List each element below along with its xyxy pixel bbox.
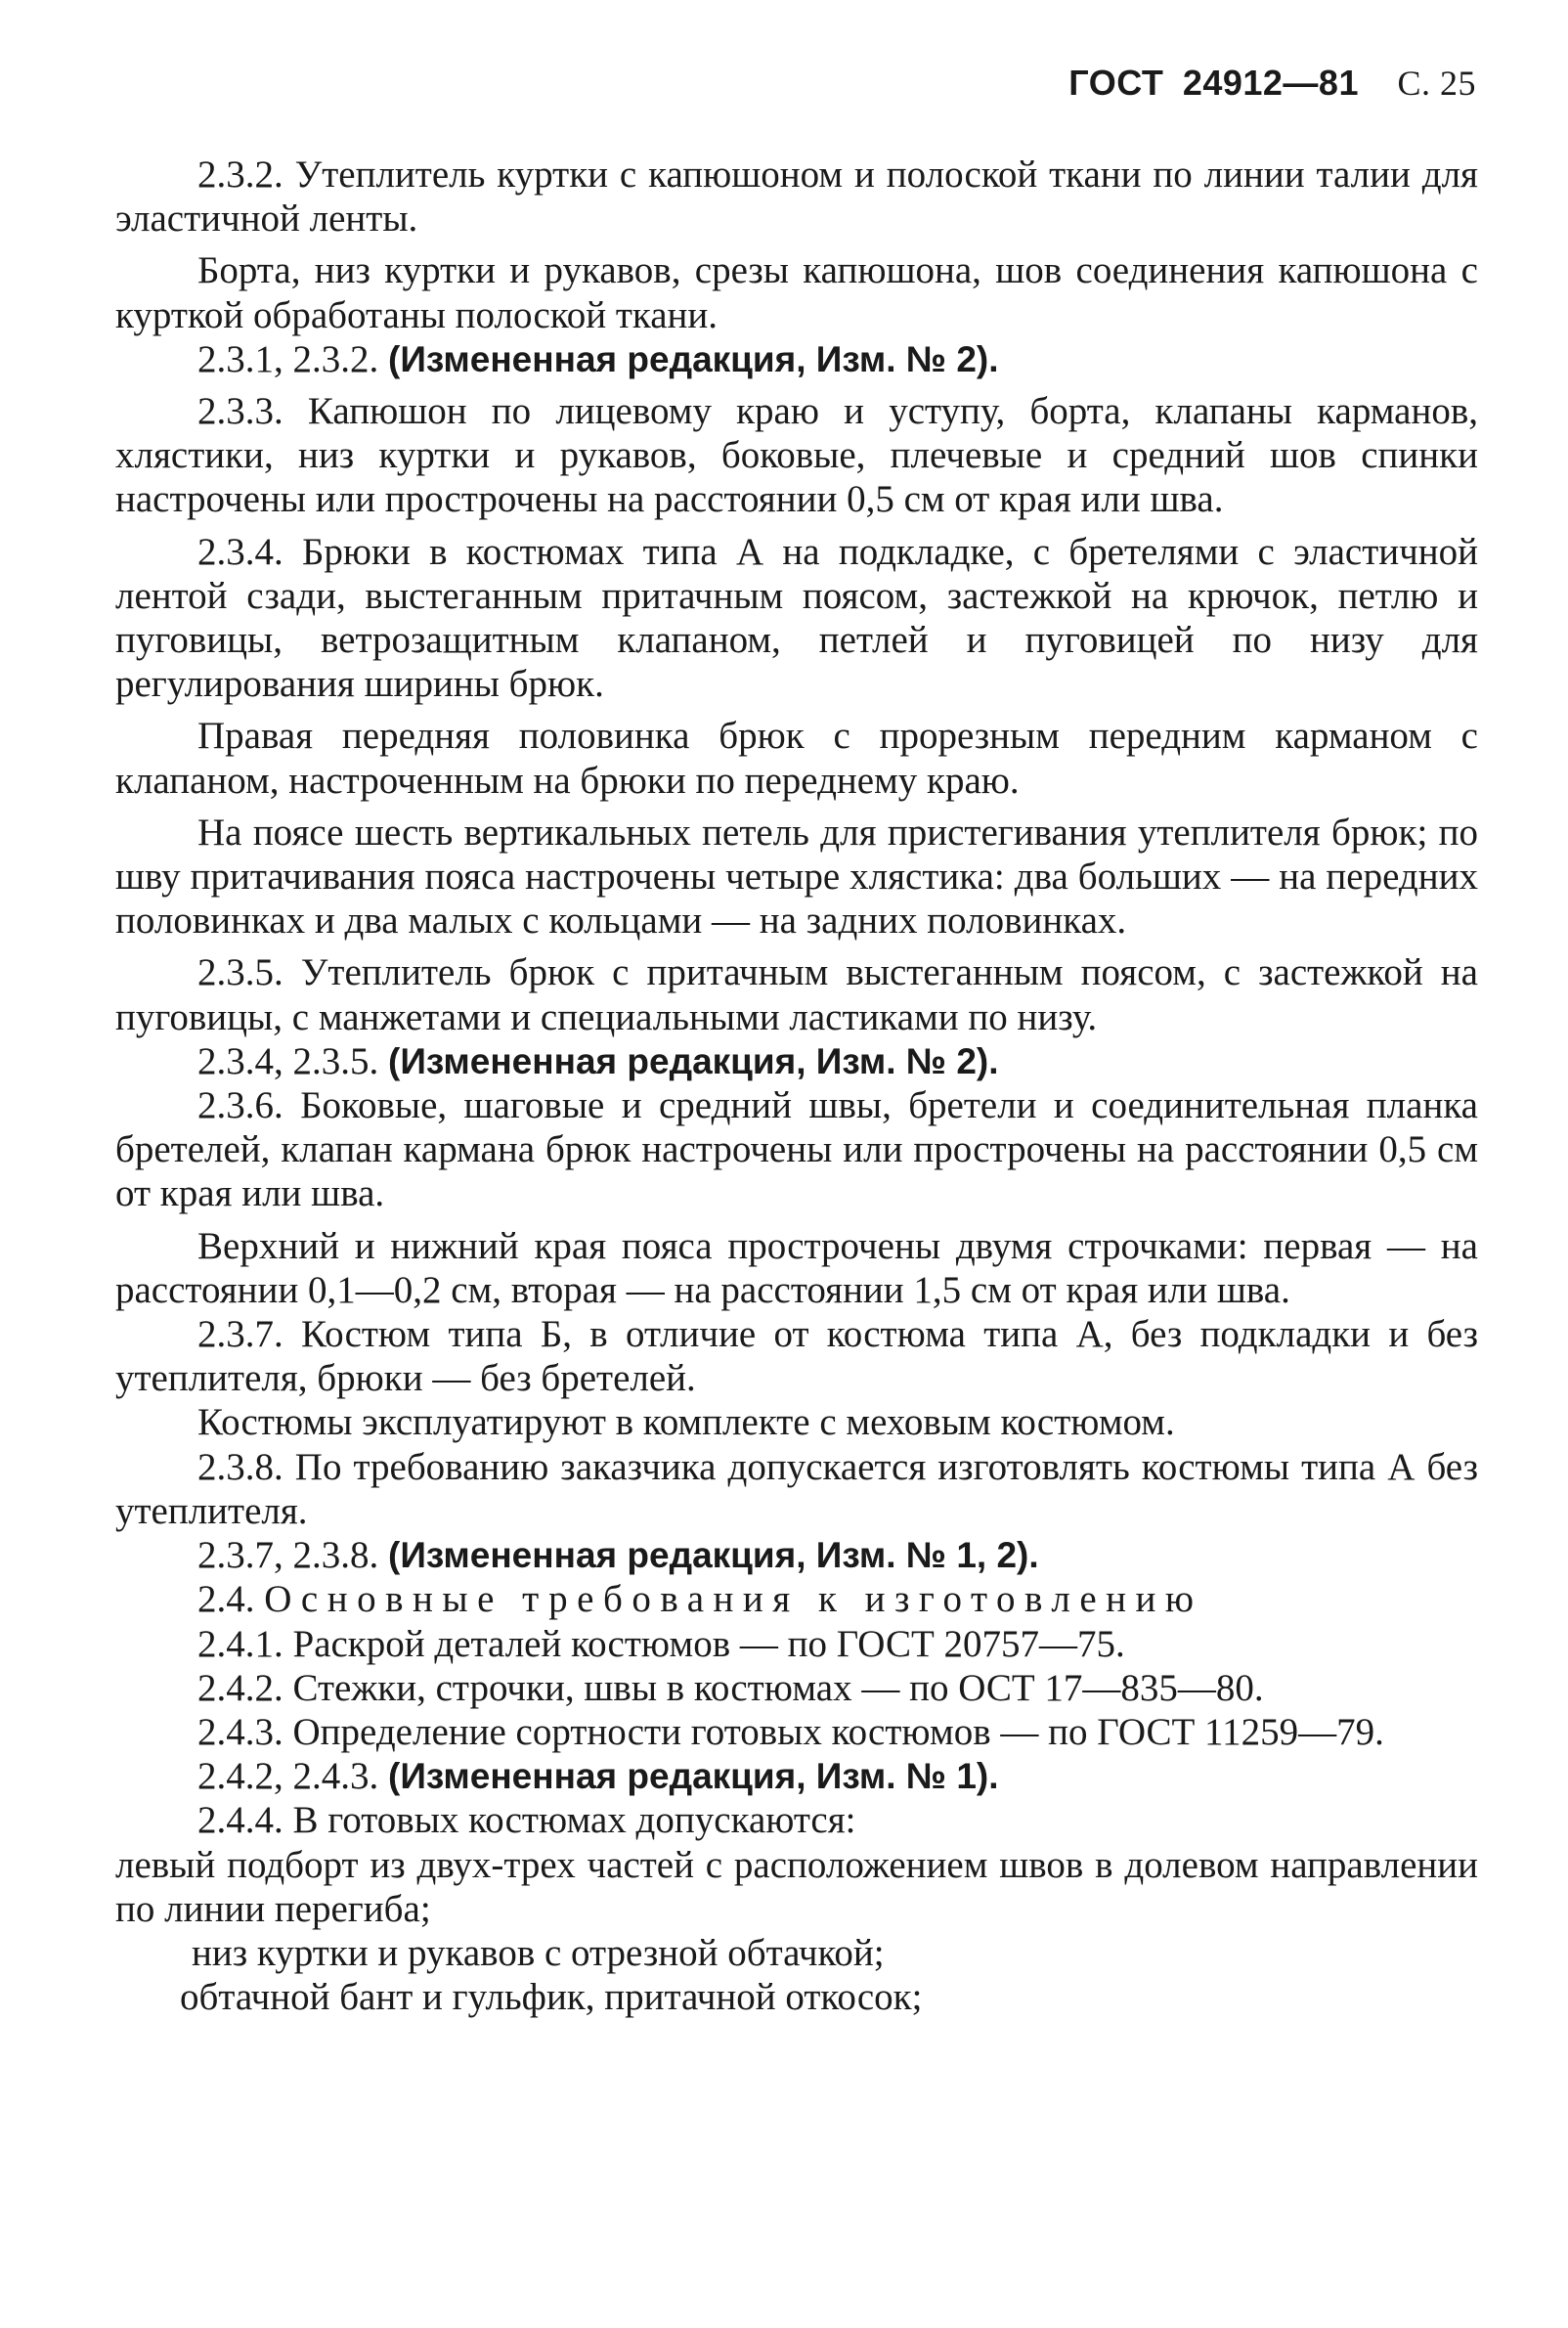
amendment-note: (Измененная редакция, Изм. № 1, 2). — [388, 1535, 1039, 1576]
paragraph-amendment: 2.3.1, 2.3.2. (Измененная редакция, Изм. № 2). — [197, 337, 999, 380]
paragraph-2-3-5: 2.3.5. Утеплитель брюк с притачным выстеганным поясом, с застежкой на пуговицы, с манжетами и специальными ластиками по низу. — [115, 951, 1478, 1038]
amendment-note: (Измененная редакция, Изм. № 1). — [388, 1756, 999, 1797]
page-header — [1068, 63, 1476, 104]
paragraph-belt-loops: На поясе шесть вертикальных петель для пристегивания утеплителя брюк; по шву притачивания пояса настрочены четыре хлястика: два больших — на передних половинках и два малых с кольцами — на задних половинках. — [115, 811, 1478, 943]
document-body — [115, 153, 1478, 2019]
paragraph-borders: Борта, низ куртки и рукавов, срезы капюшона, шов соединения капюшона с курткой обработаны полоской ткани. — [115, 249, 1478, 336]
list-item-fly: обтачной бант и гульфик, притачной откосок; — [180, 1976, 923, 2019]
list-item-hem: низ куртки и рукавов с отрезной обтачкой; — [192, 1931, 885, 1974]
paragraph-2-3-7: 2.3.7. Костюм типа Б, в отличие от костюма типа А, без подкладки и без утеплителя, брюки — без бретелей. — [115, 1313, 1478, 1400]
paragraph-amendment: 2.3.7, 2.3.8. (Измененная редакция, Изм. № 1, 2). — [197, 1534, 1039, 1577]
page-number: С. 25 — [1397, 64, 1476, 103]
paragraph-amendment: 2.3.4, 2.3.5. (Измененная редакция, Изм. № 2). — [197, 1039, 999, 1082]
paragraph-2-4-2: 2.4.2. Стежки, строчки, швы в костюмах — по ОСТ 17—835—80. — [197, 1666, 1264, 1709]
amendment-note: (Измененная редакция, Изм. № 2). — [388, 1040, 999, 1081]
amendment-note: (Измененная редакция, Изм. № 2). — [388, 338, 999, 379]
paragraph-2-3-6: 2.3.6. Боковые, шаговые и средний швы, бретели и соединительная планка бретелей, клапан кармана брюк настрочены или прострочены на расстоянии 0,5 см от края или шва. — [115, 1084, 1478, 1215]
list-item-facing: левый подборт из двух-трех частей с расположением швов в долевом направлении по линии перегиба; — [115, 1843, 1478, 1930]
standard-number: 24912—81 — [1182, 63, 1359, 103]
standard-label: ГОСТ — [1068, 63, 1164, 103]
paragraph-2-3-3: 2.3.3. Капюшон по лицевому краю и уступу, борта, клапаны карманов, хлястики, низ куртки и рукавов, боковые, плечевые и средний шов спинки настрочены или прострочены на расстоянии 0,5 см от края или шва. — [115, 390, 1478, 521]
paragraph-belt-stitching: Верхний и нижний края пояса прострочены двумя строчками: первая — на расстоянии 0,1—0,2 см, вторая — на расстоянии 1,5 см от края или шва. — [115, 1224, 1478, 1311]
paragraph-2-3-8: 2.3.8. По требованию заказчика допускается изготовлять костюмы типа А без утеплителя. — [115, 1445, 1478, 1532]
paragraph-2-3-4: 2.3.4. Брюки в костюмах типа А на подкладке, с бретелями с эластичной лентой сзади, выстеганным притачным поясом, застежкой на крючок, петлю и пуговицы, ветрозащитным клапаном, петлей и пуговицей по низу для регулирования ширины брюк. — [115, 530, 1478, 706]
paragraph-right-half: Правая передняя половинка брюк с прорезным передним карманом с клапаном, настроченным на брюки по переднему краю. — [115, 715, 1478, 802]
paragraph-fur-suit: Костюмы эксплуатируют в комплекте с меховым костюмом. — [197, 1401, 1175, 1444]
paragraph-2-4-1: 2.4.1. Раскрой деталей костюмов — по ГОСТ 20757—75. — [197, 1622, 1125, 1665]
paragraph-amendment: 2.4.2, 2.4.3. (Измененная редакция, Изм. № 1). — [197, 1755, 999, 1798]
paragraph-2-4-4: 2.4.4. В готовых костюмах допускаются: — [197, 1799, 856, 1842]
section-heading-text: Основные требования к изготовлению — [264, 1578, 1203, 1621]
paragraph-2-4-3: 2.4.3. Определение сортности готовых костюмов — по ГОСТ 11259—79. — [197, 1710, 1384, 1753]
paragraph-2-3-2: 2.3.2. Утеплитель куртки с капюшоном и полоской ткани по линии талии для эластичной ленты. — [115, 154, 1478, 241]
section-heading-2-4: 2.4. Основные требования к изготовлению — [197, 1578, 1203, 1621]
